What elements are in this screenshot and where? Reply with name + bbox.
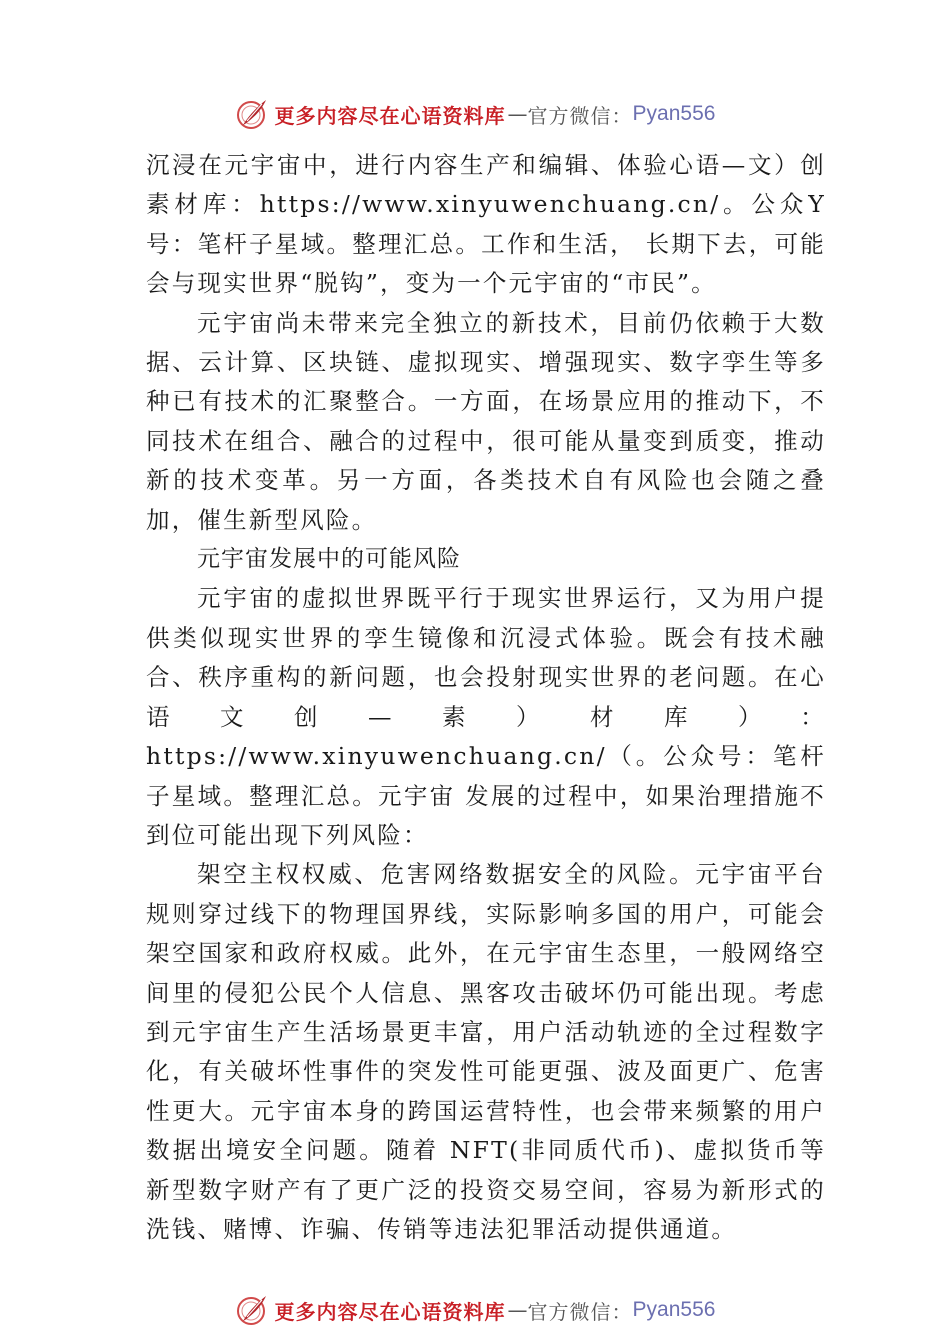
document-body	[146, 146, 826, 1249]
section-heading: 元宇宙发展中的可能风险	[197, 546, 461, 573]
banner-wechat-label: 官方微信	[527, 103, 612, 128]
quill-logo-icon	[235, 1293, 269, 1327]
paragraph-2: 元宇宙尚未带来完全独立的新技术，目前仍依赖于大数据、云计算、区块链、虚拟现实、增强现实、数字孪生等多种已有技术的汇聚整合。一方面，在场景应用的推动下，不同技术在组合、融合的过程中，很可能从量变到质变，推动新的技术变革。另一方面，各类技术自有风险也会随之叠加，催生新型风险。	[146, 308, 826, 534]
paragraph-4: 架空主权权威、危害网络数据安全的风险。元宇宙平台规则穿过线下的物理国界线，实际影响多国的用户，可能会架空国家和政府权威。此外，在元宇宙生态里，一般网络空间里的侵犯公民个人信息、黑客攻击破坏仍可能出现。考虑到元宇宙生产生活场景更丰富，用户活动轨迹的全过程数字化，有关破坏性事件的突发性可能更强、波及面更广、危害性更大。元宇宙本身的跨国运营特性，也会带来频繁的用户数据出境安全问题。随着 NFT(非同质代币)、虚拟货币等新型数字财产有了更广泛的投资交易空间，容易为新形式的洗钱、赌博、诈骗、传销等违法犯罪活动提供通道。	[146, 860, 826, 1243]
banner-wechat-id: Pyan556	[632, 102, 716, 125]
banner-colon: ：	[611, 103, 633, 128]
quill-logo-icon	[235, 97, 269, 131]
paragraph-1: 沉浸在元宇宙中，进行内容生产和编辑、体验心语—文）创素材库：https://www.xinyuwenchuang.cn/。公众Y号：笔杆子星域。整理汇总。工作和生活， 长期下去，可能会与现实世界“脱钩”，变为一个元宇宙的“市民”。	[146, 151, 826, 298]
header-banner	[0, 94, 950, 134]
footer-banner	[0, 1290, 950, 1330]
banner-wechat-id: Pyan556	[632, 1298, 716, 1321]
banner-site-text: 更多内容尽在心语资料库	[274, 1299, 506, 1324]
banner-dash: —	[507, 102, 528, 126]
banner-colon: ：	[611, 1299, 633, 1324]
banner-site-text: 更多内容尽在心语资料库	[274, 103, 506, 128]
paragraph-3: 元宇宙的虚拟世界既平行于现实世界运行，又为用户提供类似现实世界的孪生镜像和沉浸式体验。既会有技术融合、秩序重构的新问题，也会投射现实世界的老问题。在心语文创—素）材库）：https://www.xinyuwenchuang.cn/（。公众号：笔杆子星域。整理汇总。元宇宙 发展的过程中，如果治理措施不到位可能出现下列风险：	[146, 584, 826, 849]
banner-wechat-label: 官方微信	[527, 1299, 612, 1324]
banner-dash: —	[507, 1298, 528, 1322]
